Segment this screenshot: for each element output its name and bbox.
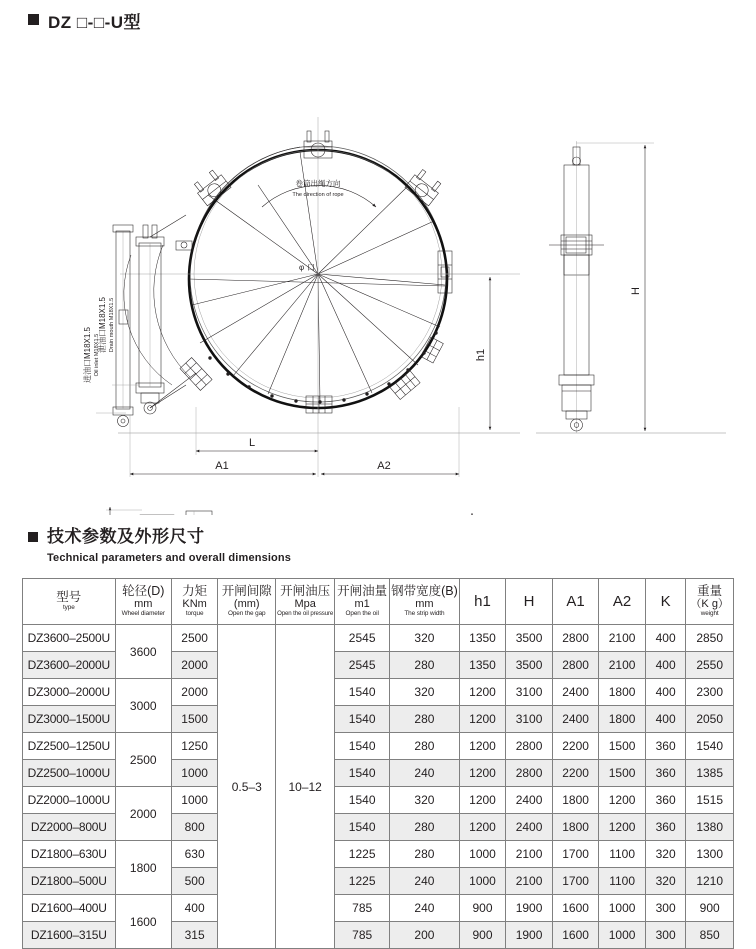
cell-h1: 900 bbox=[459, 922, 506, 949]
cell-model: DZ2500–1250U bbox=[23, 733, 116, 760]
cell-strip-width: 280 bbox=[390, 841, 460, 868]
cell-A1: 2200 bbox=[552, 760, 599, 787]
cell-open-oil: 2545 bbox=[335, 652, 390, 679]
cell-open-oil: 1540 bbox=[335, 706, 390, 733]
cell-A2: 2100 bbox=[599, 652, 646, 679]
col-header-unit: mm bbox=[415, 598, 434, 611]
cell-strip-width: 280 bbox=[390, 733, 460, 760]
cell-strip-width: 240 bbox=[390, 760, 460, 787]
cell-torque: 315 bbox=[171, 922, 218, 949]
table-row bbox=[23, 733, 734, 760]
cell-h1: 1200 bbox=[459, 814, 506, 841]
cell-H: 2800 bbox=[506, 733, 553, 760]
col-header-text: A2 bbox=[612, 592, 632, 610]
cell-model: DZ2500–1000U bbox=[23, 760, 116, 787]
cell-K: 400 bbox=[645, 652, 685, 679]
table-col-header-strip_width bbox=[390, 579, 460, 625]
cell-torque: 1250 bbox=[171, 733, 218, 760]
cell-h1: 1000 bbox=[459, 868, 506, 895]
table-row bbox=[23, 679, 734, 706]
cell-H: 3500 bbox=[506, 625, 553, 652]
cell-K: 360 bbox=[645, 733, 685, 760]
cell-torque: 630 bbox=[171, 841, 218, 868]
col-header-text: h1 bbox=[474, 592, 491, 610]
cell-torque: 2000 bbox=[171, 679, 218, 706]
table-col-header-torque bbox=[171, 579, 218, 625]
col-header-unit: (mm) bbox=[233, 598, 260, 611]
cell-torque: 1500 bbox=[171, 706, 218, 733]
table-header bbox=[23, 579, 734, 625]
cell-weight: 1385 bbox=[686, 760, 734, 787]
cell-K: 360 bbox=[645, 787, 685, 814]
cell-model: DZ1600–315U bbox=[23, 922, 116, 949]
table-col-header-A1 bbox=[552, 579, 599, 625]
cell-A2: 1000 bbox=[599, 922, 646, 949]
cell-h1: 900 bbox=[459, 895, 506, 922]
tech-params-heading-en: Technical parameters and overall dimensions bbox=[47, 552, 292, 564]
drain-mouth-label-cn: 泄油口M18X1.5 bbox=[98, 296, 107, 354]
table-row bbox=[23, 625, 734, 652]
cell-model: DZ3000–2000U bbox=[23, 679, 116, 706]
table-row bbox=[23, 841, 734, 868]
cell-torque: 1000 bbox=[171, 787, 218, 814]
cell-wheel-diameter: 1600 bbox=[115, 895, 171, 949]
dimension-label-A1: A1 bbox=[215, 460, 229, 472]
cell-A2: 1500 bbox=[599, 760, 646, 787]
page-title-block bbox=[28, 14, 141, 32]
cell-model: DZ1800–630U bbox=[23, 841, 116, 868]
cell-K: 360 bbox=[645, 814, 685, 841]
cell-weight: 2550 bbox=[686, 652, 734, 679]
table-col-header-wheel_diameter bbox=[115, 579, 171, 625]
col-header-cn: 重量 bbox=[697, 583, 723, 598]
cell-weight: 900 bbox=[686, 895, 734, 922]
cell-A1: 1700 bbox=[552, 868, 599, 895]
cell-open-oil: 1540 bbox=[335, 679, 390, 706]
cell-model: DZ3600–2500U bbox=[23, 625, 116, 652]
cell-h1: 1000 bbox=[459, 841, 506, 868]
cell-A1: 1700 bbox=[552, 841, 599, 868]
col-header-cn: 型号 bbox=[56, 589, 82, 604]
cell-open-oil: 1540 bbox=[335, 814, 390, 841]
cell-torque: 500 bbox=[171, 868, 218, 895]
table-col-header-open_gap bbox=[218, 579, 276, 625]
dimension-label-A2: A2 bbox=[377, 460, 391, 472]
cell-model: DZ3600–2000U bbox=[23, 652, 116, 679]
table-col-header-weight bbox=[686, 579, 734, 625]
cell-A2: 1200 bbox=[599, 814, 646, 841]
cell-A1: 2800 bbox=[552, 652, 599, 679]
cell-H: 2400 bbox=[506, 814, 553, 841]
col-header-en: Open the oil pressure bbox=[277, 610, 334, 618]
cell-H: 1900 bbox=[506, 895, 553, 922]
dimension-label-L: L bbox=[248, 437, 256, 449]
table-body bbox=[23, 625, 734, 949]
table-header-row bbox=[23, 579, 734, 625]
cell-open-oil: 1540 bbox=[335, 787, 390, 814]
dimension-label-h1: h1 bbox=[475, 348, 487, 362]
square-bullet-icon bbox=[28, 532, 38, 542]
cell-weight: 1300 bbox=[686, 841, 734, 868]
cell-A1: 1600 bbox=[552, 922, 599, 949]
cell-weight: 850 bbox=[686, 922, 734, 949]
cell-weight: 2850 bbox=[686, 625, 734, 652]
cell-strip-width: 240 bbox=[390, 868, 460, 895]
cell-weight: 2050 bbox=[686, 706, 734, 733]
cell-h1: 1200 bbox=[459, 733, 506, 760]
cell-H: 2100 bbox=[506, 841, 553, 868]
cell-weight: 1380 bbox=[686, 814, 734, 841]
cell-h1: 1200 bbox=[459, 706, 506, 733]
cell-A1: 1800 bbox=[552, 814, 599, 841]
cell-strip-width: 200 bbox=[390, 922, 460, 949]
drain-mouth-label-en: Drain mouth M18X1.5 bbox=[109, 297, 115, 353]
cell-H: 3100 bbox=[506, 679, 553, 706]
col-header-unit: mm bbox=[134, 598, 153, 611]
cell-strip-width: 320 bbox=[390, 679, 460, 706]
cell-strip-width: 240 bbox=[390, 895, 460, 922]
cell-strip-width: 320 bbox=[390, 625, 460, 652]
cell-A2: 1200 bbox=[599, 787, 646, 814]
tech-params-heading-cn: 技术参数及外形尺寸 bbox=[47, 527, 205, 546]
table-col-header-h1 bbox=[459, 579, 506, 625]
cell-model: DZ1800–500U bbox=[23, 868, 116, 895]
cell-h1: 1350 bbox=[459, 625, 506, 652]
col-header-cn: 开闸油量 bbox=[337, 583, 388, 598]
oil-inlet-label-en: Oil inlet M18X1.5 bbox=[94, 333, 100, 377]
cell-wheel-diameter: 3000 bbox=[115, 679, 171, 733]
cell-H: 1900 bbox=[506, 922, 553, 949]
cell-H: 2800 bbox=[506, 760, 553, 787]
cell-K: 400 bbox=[645, 679, 685, 706]
table-row bbox=[23, 895, 734, 922]
col-header-cn: 开闸间隙 bbox=[221, 583, 272, 598]
cell-A1: 2400 bbox=[552, 679, 599, 706]
cell-h1: 1200 bbox=[459, 787, 506, 814]
cell-torque: 800 bbox=[171, 814, 218, 841]
col-header-en: type bbox=[62, 604, 75, 612]
col-header-en: Open the gap bbox=[227, 610, 266, 618]
cell-strip-width: 280 bbox=[390, 706, 460, 733]
col-header-unit: Mpa bbox=[294, 598, 316, 611]
col-header-text: K bbox=[660, 592, 671, 610]
tech-params-heading-block bbox=[28, 528, 291, 564]
cell-torque: 1000 bbox=[171, 760, 218, 787]
col-header-unit: KNm bbox=[182, 598, 207, 611]
cell-model: DZ2000–800U bbox=[23, 814, 116, 841]
cell-K: 360 bbox=[645, 760, 685, 787]
cell-strip-width: 280 bbox=[390, 814, 460, 841]
cell-open-oil: 785 bbox=[335, 922, 390, 949]
technical-drawing bbox=[0, 55, 756, 515]
table-col-header-A2 bbox=[599, 579, 646, 625]
cell-H: 2400 bbox=[506, 787, 553, 814]
rope-direction-label-cn: 卷筒出绳方向 bbox=[295, 179, 341, 188]
table-col-header-open_oil_pressure bbox=[276, 579, 335, 625]
cell-K: 400 bbox=[645, 625, 685, 652]
cell-A2: 1100 bbox=[599, 868, 646, 895]
cell-model: DZ3000–1500U bbox=[23, 706, 116, 733]
cell-A1: 1600 bbox=[552, 895, 599, 922]
page-title: DZ □-□-U型 bbox=[48, 13, 142, 32]
cell-wheel-diameter: 3600 bbox=[115, 625, 171, 679]
cell-open-oil: 785 bbox=[335, 895, 390, 922]
table-row bbox=[23, 787, 734, 814]
cell-h1: 1350 bbox=[459, 652, 506, 679]
col-header-cn: 开闸油压 bbox=[280, 583, 331, 598]
cell-weight: 1515 bbox=[686, 787, 734, 814]
cell-open-oil: 1225 bbox=[335, 868, 390, 895]
diameter-center-box: 口 bbox=[307, 263, 315, 272]
col-header-unit: m1 bbox=[354, 598, 370, 611]
cell-torque: 2000 bbox=[171, 652, 218, 679]
cell-open-gap: 0.5–3 bbox=[218, 625, 276, 949]
cell-model: DZ1600–400U bbox=[23, 895, 116, 922]
cell-weight: 1210 bbox=[686, 868, 734, 895]
col-header-cn: 轮径(D) bbox=[122, 583, 165, 598]
col-header-text: H bbox=[523, 592, 535, 610]
rope-direction-label-en: The direction of rope bbox=[292, 192, 344, 198]
cell-strip-width: 320 bbox=[390, 787, 460, 814]
table-col-header-H bbox=[506, 579, 553, 625]
col-header-en: torque bbox=[185, 610, 204, 618]
diameter-center-mark: φ bbox=[299, 263, 305, 272]
cell-A2: 1500 bbox=[599, 733, 646, 760]
table-col-header-open_oil bbox=[335, 579, 390, 625]
cell-A1: 2400 bbox=[552, 706, 599, 733]
cell-h1: 1200 bbox=[459, 679, 506, 706]
spec-table bbox=[22, 578, 734, 949]
table-col-header-model bbox=[23, 579, 116, 625]
cell-open-oil: 2545 bbox=[335, 625, 390, 652]
dimension-label-H: H bbox=[630, 287, 642, 295]
cell-K: 320 bbox=[645, 868, 685, 895]
cell-wheel-diameter: 1800 bbox=[115, 841, 171, 895]
cell-K: 320 bbox=[645, 841, 685, 868]
cell-strip-width: 280 bbox=[390, 652, 460, 679]
table-col-header-K bbox=[645, 579, 685, 625]
cell-A2: 1000 bbox=[599, 895, 646, 922]
col-header-en: weight bbox=[700, 610, 719, 618]
square-bullet-icon bbox=[28, 14, 39, 25]
cell-torque: 2500 bbox=[171, 625, 218, 652]
cell-A1: 1800 bbox=[552, 787, 599, 814]
cell-A2: 1100 bbox=[599, 841, 646, 868]
col-header-en: The strip width bbox=[404, 610, 445, 618]
cell-weight: 1540 bbox=[686, 733, 734, 760]
cell-A1: 2200 bbox=[552, 733, 599, 760]
cell-open-oil-pressure: 10–12 bbox=[276, 625, 335, 949]
cell-weight: 2300 bbox=[686, 679, 734, 706]
cell-open-oil: 1225 bbox=[335, 841, 390, 868]
col-header-text: A1 bbox=[566, 592, 585, 610]
cell-wheel-diameter: 2500 bbox=[115, 733, 171, 787]
cell-H: 3100 bbox=[506, 706, 553, 733]
col-header-en: Wheel diameter bbox=[121, 610, 165, 618]
cell-open-oil: 1540 bbox=[335, 760, 390, 787]
cell-h1: 1200 bbox=[459, 760, 506, 787]
cell-A2: 1800 bbox=[599, 679, 646, 706]
col-header-en: Open the oil bbox=[345, 610, 379, 618]
cell-A2: 1800 bbox=[599, 706, 646, 733]
cell-H: 2100 bbox=[506, 868, 553, 895]
cell-K: 300 bbox=[645, 895, 685, 922]
col-header-cn: 力矩 bbox=[182, 583, 208, 598]
cell-A2: 2100 bbox=[599, 625, 646, 652]
cell-K: 300 bbox=[645, 922, 685, 949]
cell-model: DZ2000–1000U bbox=[23, 787, 116, 814]
cell-H: 3500 bbox=[506, 652, 553, 679]
col-header-unit: （K g） bbox=[690, 598, 729, 611]
cell-open-oil: 1540 bbox=[335, 733, 390, 760]
cell-torque: 400 bbox=[171, 895, 218, 922]
col-header-cn: 钢带宽度(B) bbox=[391, 583, 458, 598]
oil-inlet-label-cn: 进油口M18X1.5 bbox=[83, 326, 92, 384]
cell-K: 400 bbox=[645, 706, 685, 733]
cell-wheel-diameter: 2000 bbox=[115, 787, 171, 841]
cell-A1: 2800 bbox=[552, 625, 599, 652]
